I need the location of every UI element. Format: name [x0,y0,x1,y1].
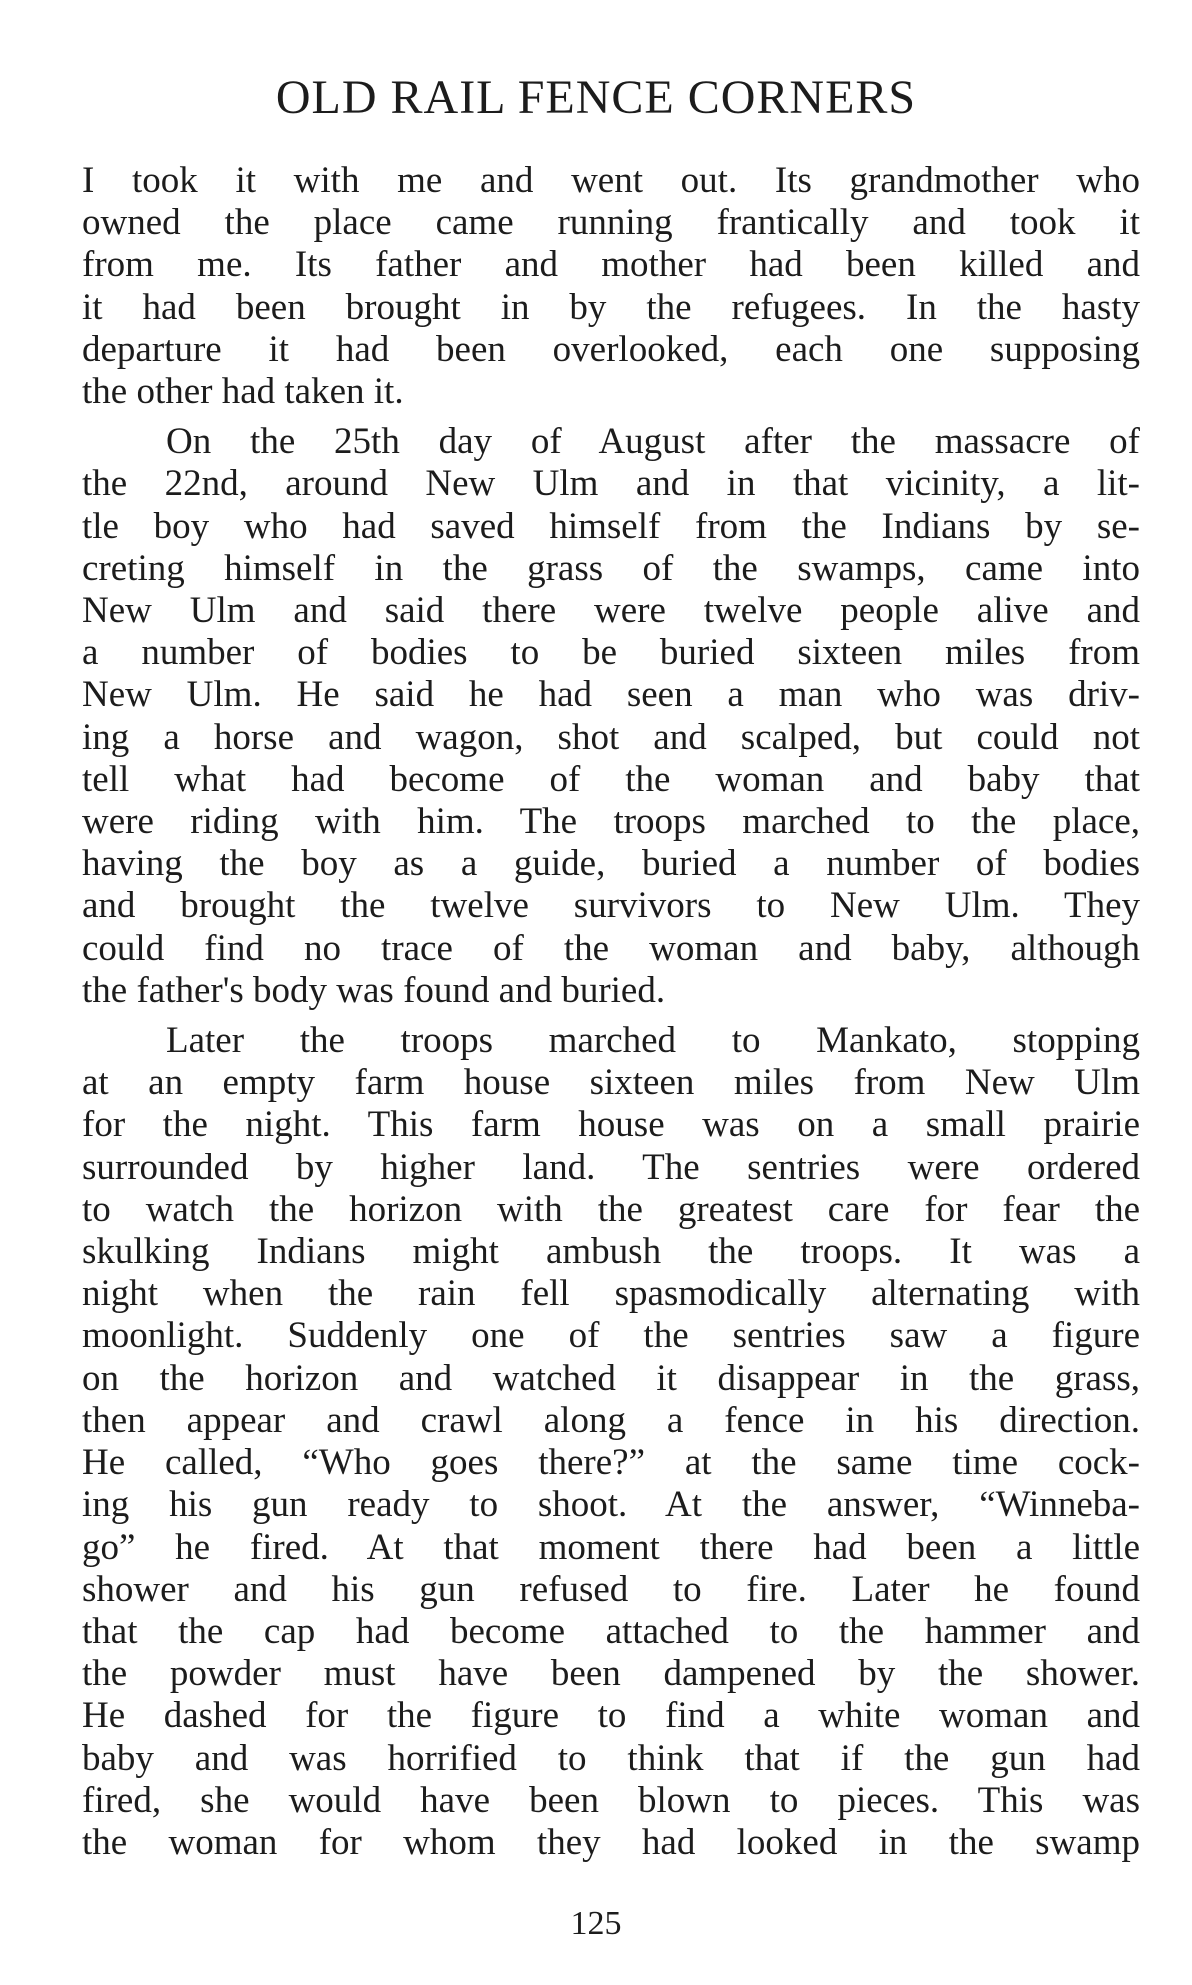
text-line: I took it with me and went out. Its grandmother who [82,160,1140,201]
text-line: Later the troops marched to Mankato, stopping [166,1020,1140,1062]
text-line: having the boy as a guide, buried a number of bodies [82,843,1140,885]
text-line: tle boy who had saved himself from the Indians by se- [82,505,1140,547]
text-line: fired, she would have been blown to pieces. This was [82,1779,1140,1821]
text-line: moonlight. Suddenly one of the sentries saw a figure [82,1315,1140,1357]
text-line: it had been brought in by the refugees. In the hasty [82,286,1140,328]
text-line: baby and was horrified to think that if the gun had [82,1737,1140,1779]
text-line: the woman for whom they had looked in the swamp [82,1821,1140,1863]
text-line: the father's body was found and buried. [82,969,666,1011]
text-line: He dashed for the figure to find a white woman and [82,1695,1140,1737]
body-text [82,160,1140,1864]
text-line: On the 25th day of August after the massacre of [166,421,1140,463]
text-line: ing a horse and wagon, shot and scalped, but could not [82,716,1140,758]
text-line: could find no trace of the woman and baby, although [82,927,1140,969]
text-line: go” he fired. At that moment there had been a little [82,1526,1140,1568]
text-line: to watch the horizon with the greatest care for fear the [82,1188,1140,1230]
text-line: ing his gun ready to shoot. At the answer, “Winneba- [82,1484,1140,1526]
text-line: a number of bodies to be buried sixteen miles from [82,632,1140,674]
paragraph-3 [82,1020,1140,1864]
text-line: the 22nd, around New Ulm and in that vicinity, a lit- [82,463,1140,505]
text-line: that the cap had become attached to the hammer and [82,1610,1140,1652]
text-line: departure it had been overlooked, each one supposing [82,328,1140,370]
text-line: surrounded by higher land. The sentries were ordered [82,1146,1140,1188]
text-line: on the horizon and watched it disappear in the grass, [82,1357,1140,1399]
text-line: the powder must have been dampened by the shower. [82,1653,1140,1695]
text-line: were riding with him. The troops marched to the place, [82,801,1140,843]
text-line: tell what had become of the woman and baby that [82,758,1140,800]
paragraph-2 [82,421,1140,1012]
text-line: skulking Indians might ambush the troops. It was a [82,1231,1140,1273]
text-line: for the night. This farm house was on a small prairie [82,1104,1140,1146]
text-line: owned the place came running frantically and took it [82,202,1140,244]
text-line: the other had taken it. [82,371,404,413]
text-line: from me. Its father and mother had been killed and [82,244,1140,286]
text-line: New Ulm and said there were twelve people alive and [82,590,1140,632]
page-number: 125 [570,1905,622,1942]
text-line: shower and his gun refused to fire. Later he found [82,1568,1140,1610]
text-line: creting himself in the grass of the swamps, came into [82,547,1140,589]
running-head: OLD RAIL FENCE CORNERS [275,71,917,124]
text-line: New Ulm. He said he had seen a man who was driv- [82,674,1140,716]
text-line: night when the rain fell spasmodically alternating with [82,1273,1140,1315]
text-line: then appear and crawl along a fence in his direction. [82,1399,1140,1441]
text-line: and brought the twelve survivors to New Ulm. They [82,885,1140,927]
paragraph-1 [82,160,1140,413]
text-line: He called, “Who goes there?” at the same time cock- [82,1442,1140,1484]
text-line: at an empty farm house sixteen miles from New Ulm [82,1062,1140,1104]
